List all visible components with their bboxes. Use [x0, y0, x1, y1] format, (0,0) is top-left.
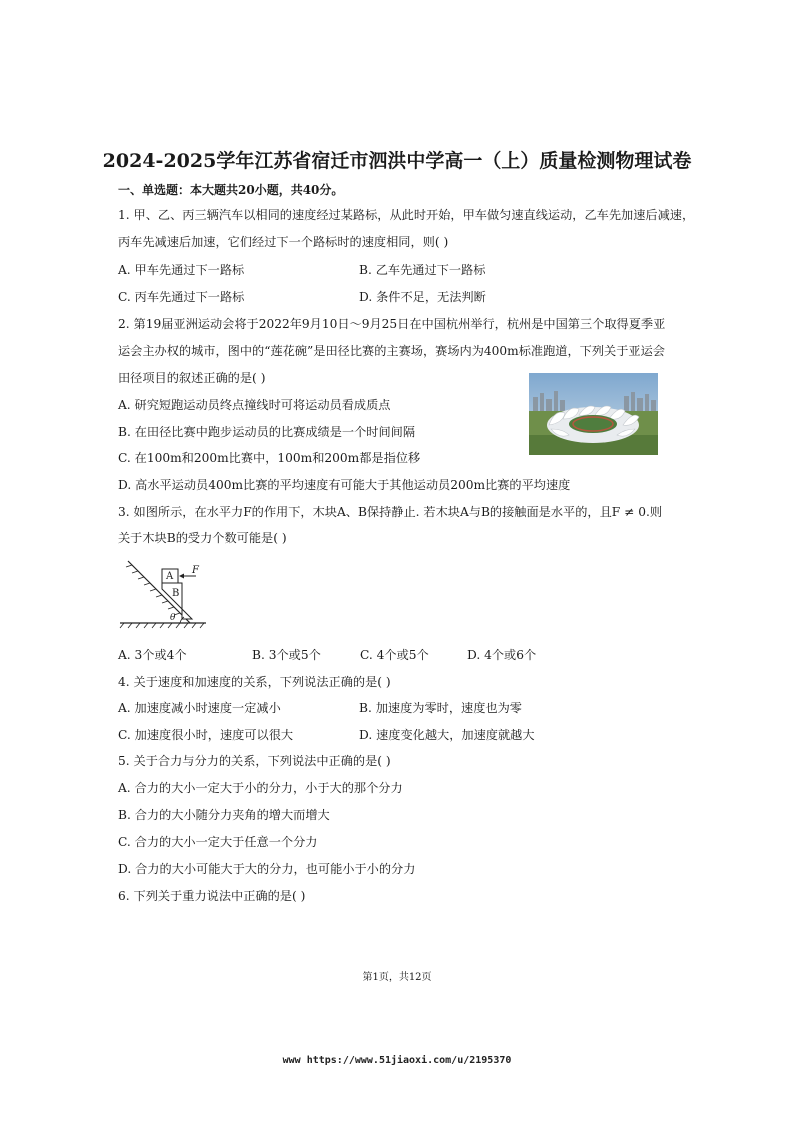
- q4-option-c: C. 加速度很小时，速度可以很大: [118, 728, 294, 742]
- q1-option-d: D. 条件不足，无法判断: [359, 290, 486, 304]
- q5-option-c: C. 合力的大小一定大于任意一个分力: [118, 835, 318, 849]
- q4-stem: 4. 关于速度和加速度的关系，下列说法正确的是( ): [118, 675, 391, 689]
- q2-stem-line3: 田径项目的叙述正确的是( ): [118, 371, 266, 385]
- block-a-label: A: [166, 571, 174, 582]
- q4-option-d: D. 速度变化越大，加速度就越大: [359, 728, 535, 742]
- q5-option-b: B. 合力的大小随分力夹角的增大而增大: [118, 808, 330, 822]
- q3-option-a: A. 3个或4个: [118, 648, 187, 662]
- force-f-label: F: [192, 565, 199, 576]
- q5-option-d: D. 合力的大小可能大于大的分力，也可能小于小的分力: [118, 862, 416, 876]
- q1-option-c: C. 丙车先通过下一路标: [118, 290, 245, 304]
- q4-option-b: B. 加速度为零时，速度也为零: [359, 701, 522, 715]
- q5-option-a: A. 合力的大小一定大于小的分力，小于大的那个分力: [118, 781, 403, 795]
- stadium-photo: [529, 373, 658, 455]
- q6-stem: 6. 下列关于重力说法中正确的是( ): [118, 889, 306, 903]
- q3-stem-line2: 关于木块B的受力个数可能是( ): [118, 531, 287, 545]
- q1-option-b: B. 乙车先通过下一路标: [359, 263, 486, 277]
- watermark-url[interactable]: www https://www.51jiaoxi.com/u/2195370: [282, 1055, 512, 1066]
- q1-stem-line1: 1. 甲、乙、丙三辆汽车以相同的速度经过某路标，从此时开始，甲车做匀速直线运动，乙车先加速后减速，: [118, 208, 695, 222]
- q2-option-d: D. 高水平运动员400m比赛的平均速度有可能大于其他运动员200m比赛的平均速度: [118, 478, 571, 492]
- q3-option-d: D. 4个或6个: [467, 648, 537, 662]
- block-b-label: B: [172, 588, 180, 599]
- section-heading: 一、单选题：本大题共20小题，共40分。: [118, 183, 344, 197]
- q2-option-a: A. 研究短跑运动员终点撞线时可将运动员看成质点: [118, 398, 391, 412]
- q1-option-a: A. 甲车先通过下一路标: [118, 263, 245, 277]
- q5-stem: 5. 关于合力与分力的关系，下列说法中正确的是( ): [118, 754, 391, 768]
- q3-option-c: C. 4个或5个: [360, 648, 429, 662]
- exam-title: 2024-2025学年江苏省宿迁市泗洪中学高一（上）质量检测物理试卷: [102, 150, 692, 172]
- q3-stem-line1: 3. 如图所示，在水平力F的作用下，木块A、B保持静止. 若木块A与B的接触面是水平的，且F ≠ 0.则: [118, 505, 663, 519]
- q3-option-b: B. 3个或5个: [252, 648, 321, 662]
- q2-stem-line2: 运会主办权的城市，图中的“莲花碗”是田径比赛的主赛场，赛场内为400m标准跑道，下列关于亚运会: [118, 344, 665, 358]
- q2-option-c: C. 在100m和200m比赛中，100m和200m都是指位移: [118, 451, 421, 465]
- q2-option-b: B. 在田径比赛中跑步运动员的比赛成绩是一个时间间隔: [118, 425, 416, 439]
- page-footer: 第1页，共12页: [362, 972, 432, 983]
- q1-stem-line2: 丙车先减速后加速，它们经过下一个路标时的速度相同，则( ): [118, 235, 449, 249]
- angle-theta-label: θ: [170, 613, 176, 623]
- q4-option-a: A. 加速度减小时速度一定减小: [118, 701, 281, 715]
- q2-stem-line1: 2. 第19届亚洲运动会将于2022年9月10日～9月25日在中国杭州举行，杭州是中国第三个取得夏季亚: [118, 317, 666, 331]
